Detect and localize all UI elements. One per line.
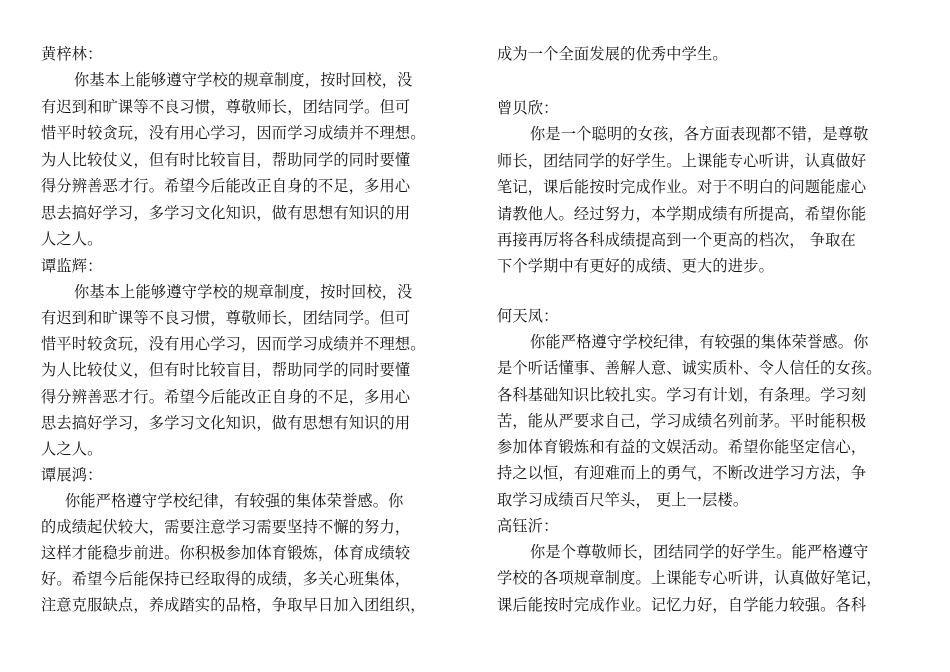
comment-line: 你能严格遵守学校纪律，有较强的集体荣誉感。你 [65,492,404,510]
comment-line: 惜平时较贪玩，没有用心学习，因而学习成绩并不理想。 [41,335,426,353]
comment-line: 的成绩起伏较大，需要注意学习需要坚持不懈的努力， [41,518,411,536]
comment-line: 你基本上能够遵守学校的规章制度，按时回校，没 [74,71,413,89]
comment-line: 得分辨善恶才行。希望今后能改正自身的不足，多用心 [41,388,411,406]
comment-line: 取学习成绩百尺竿头， 更上一层楼。 [497,491,749,509]
comment-line: 学校的各项规章制度。上课能专心听讲，认真做好笔记， [497,569,882,587]
comment-line: 笔记，课后能按时完成作业。对于不明白的问题能虚心 [497,178,867,196]
comment-line: 为人比较仗义，但有时比较盲目，帮助同学的同时要懂 [41,151,411,169]
student-name-gao: 高钰沂： [497,517,559,535]
student-name-he: 何天凤： [497,307,559,325]
comment-line: 师长，团结同学的好学生。上课能专心听讲，认真做好 [497,152,867,170]
comment-line: 惜平时较贪玩，没有用心学习，因而学习成绩并不理想。 [41,124,426,142]
comment-line: 思去搞好学习，多学习文化知识，做有思想有知识的用 [41,414,411,432]
comment-line: 参加体育锻炼和有益的文娱活动。希望你能坚定信心， [497,438,867,456]
comment-line: 好。希望今后能保持已经取得的成绩，多关心班集体， [41,570,411,588]
comment-line: 再接再厉将各科成绩提高到一个更高的档次， 争取在 [497,231,856,249]
comment-line: 人之人。 [41,440,103,458]
comment-line: 你能严格遵守学校纪律，有较强的集体荣誉感。你 [530,333,869,351]
student-name-zeng: 曾贝欣： [497,99,559,117]
comment-line: 是个听话懂事、善解人意、诚实质朴、令人信任的女孩。 [497,359,882,377]
comment-line: 各科基础知识比较扎实。学习有计划，有条理。学习刻 [497,386,867,404]
comment-line: 请教他人。经过努力，本学期成绩有所提高，希望你能 [497,205,867,223]
student-name-huang: 黄梓林： [41,45,103,63]
comment-line: 你是个尊敬师长，团结同学的好学生。能严格遵守 [530,543,869,561]
comment-line: 有迟到和旷课等不良习惯，尊敬师长，团结同学。但可 [41,309,411,327]
comment-line: 得分辨善恶才行。希望今后能改正自身的不足，多用心 [41,177,411,195]
comment-line: 思去搞好学习，多学习文化知识，做有思想有知识的用 [41,204,411,222]
comment-line: 课后能按时完成作业。记忆力好，自学能力较强。各科 [497,596,867,614]
comment-line: 苦，能从严要求自己，学习成绩名列前茅。平时能积极 [497,412,867,430]
comment-line: 你是一个聪明的女孩，各方面表现都不错，是尊敬 [530,125,869,143]
comment-line: 持之以恒，有迎难而上的勇气，不断改进学习方法，争 [497,464,867,482]
student-name-tan-jian: 谭监辉： [41,257,103,275]
comment-line: 为人比较仗义，但有时比较盲目，帮助同学的同时要懂 [41,361,411,379]
student-name-tan-zhan: 谭展鸿： [41,466,103,484]
comment-line: 你基本上能够遵守学校的规章制度，按时回校，没 [74,283,413,301]
comment-line: 这样才能稳步前进。你积极参加体育锻炼，体育成绩较 [41,544,411,562]
comment-line: 有迟到和旷课等不良习惯，尊敬师长，团结同学。但可 [41,98,411,116]
comment-continuation: 成为一个全面发展的优秀中学生。 [497,45,728,63]
comment-line: 人之人。 [41,230,103,248]
comment-line: 下个学期中有更好的成绩、更大的进步。 [497,257,774,275]
comment-line: 注意克服缺点，养成踏实的品格，争取早日加入团组织， [41,596,426,614]
